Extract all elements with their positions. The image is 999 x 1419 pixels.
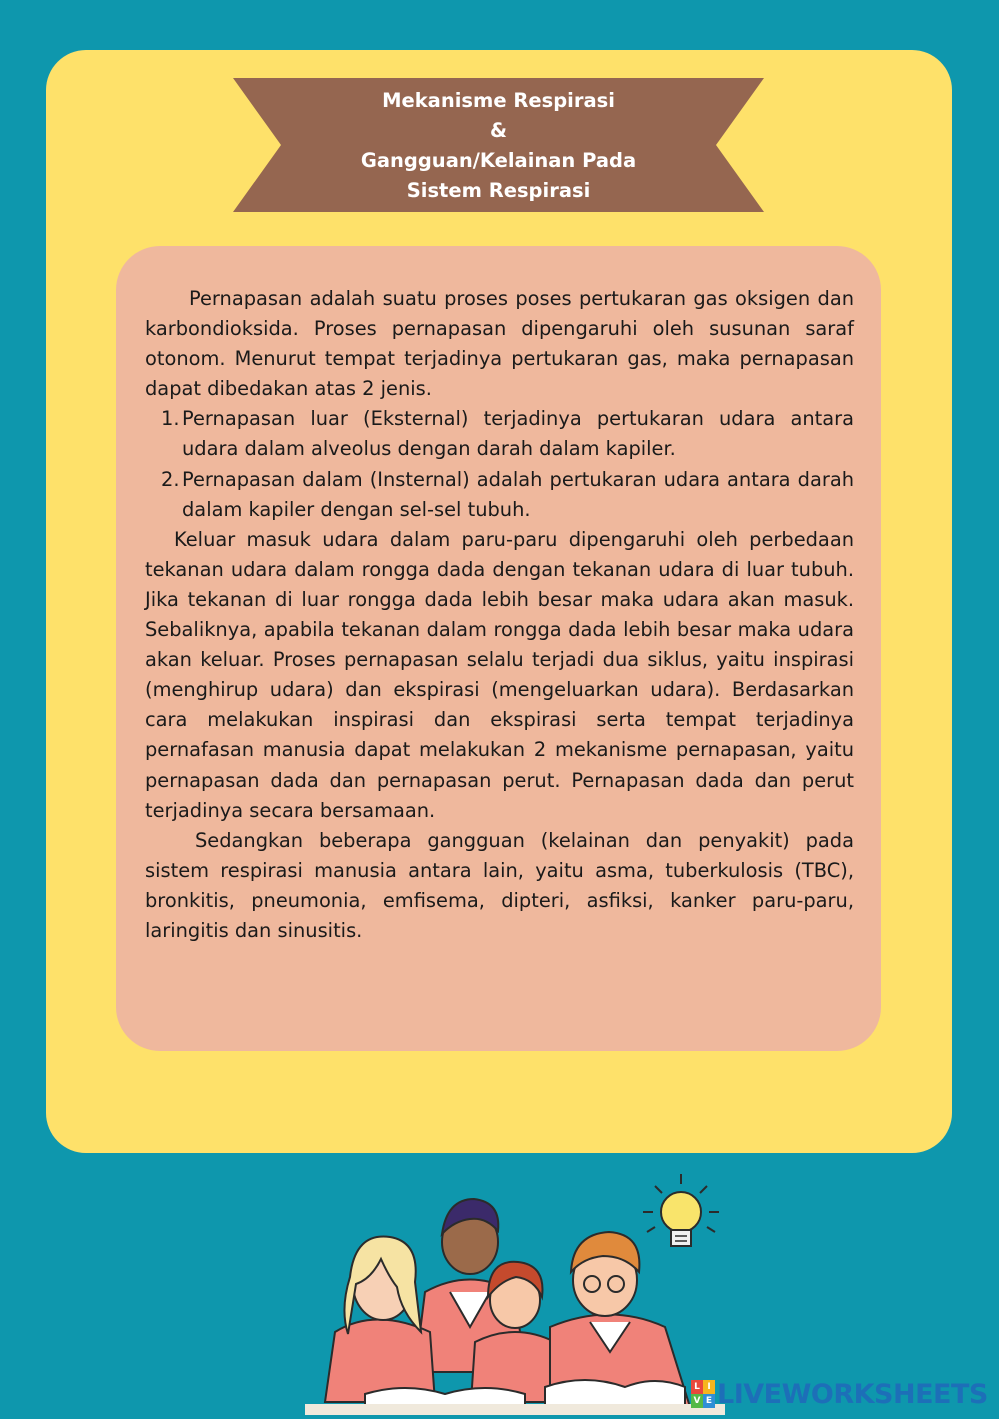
title-line-4: Sistem Respirasi [406,179,591,202]
list-number: 2. [161,467,180,491]
page-title [233,86,764,206]
title-ribbon [233,78,764,212]
text-area [145,284,854,946]
title-line-1: Mekanisme Respirasi [382,89,615,112]
logo-letter: I [703,1380,715,1394]
logo-letter: E [703,1394,715,1408]
student-girl-blonde [325,1237,435,1403]
title-line-2: & [489,119,507,142]
students-studying-illustration [305,1172,725,1415]
list-item [145,404,854,464]
list-item [145,465,854,525]
list-text: Pernapasan dalam (Insternal) adalah pertukaran udara antara darah dalam kapiler dengan sel-sel tubuh. [182,467,854,521]
logo-letter: L [691,1380,703,1394]
list-text: Pernapasan luar (Eksternal) terjadinya pertukaran udara antara udara dalam alveolus dengan darah dalam kapiler. [182,407,854,461]
lightbulb-icon [643,1174,719,1246]
brand-name: LIVEWORKSHEETS [717,1378,988,1410]
list-number: 1. [161,407,180,431]
title-line-3: Gangguan/Kelainan Pada [360,149,637,172]
paragraph-mechanism: Keluar masuk udara dalam paru-paru dipengaruhi oleh perbedaan tekanan udara dalam rongga dada dengan tekanan udara di luar tubuh. Jika tekanan di luar rongga dada lebih besar maka udara akan masuk. Sebaliknya, apabila tekanan dalam rongga dada lebih besar maka udara akan keluar. Proses pernapasan selalu terjadi dua siklus, yaitu inspirasi (menghirup udara) dan ekspirasi (mengeluarkan udara). Berdasarkan cara melakukan inspirasi dan ekspirasi serta tempat terjadinya pernafasan manusia dapat melakukan 2 mekanisme pernapasan, yaitu pernapasan dada dan pernapasan perut. Pernapasan dada dan perut terjadinya secara bersamaan. [145,527,854,822]
respiration-types-list [145,404,854,524]
liveworksheets-logo[interactable] [691,1375,988,1413]
logo-letter: V [691,1394,703,1408]
live-logo-icon [691,1380,715,1408]
paragraph-disorders: Sedangkan beberapa gangguan (kelainan dan penyakit) pada sistem respirasi manusia antara lain, yaitu asma, tuberkulosis (TBC), bronkitis, pneumonia, emfisema, dipteri, asfiksi, kanker paru-paru, laringitis dan sinusitis. [145,828,854,942]
paragraph-intro: Pernapasan adalah suatu proses poses pertukaran gas oksigen dan karbondioksida. Proses pernapasan dipengaruhi oleh susunan saraf otonom. Menurut tempat terjadinya pertukaran gas, maka pernapasan dapat dibedakan atas 2 jenis. [145,287,854,401]
